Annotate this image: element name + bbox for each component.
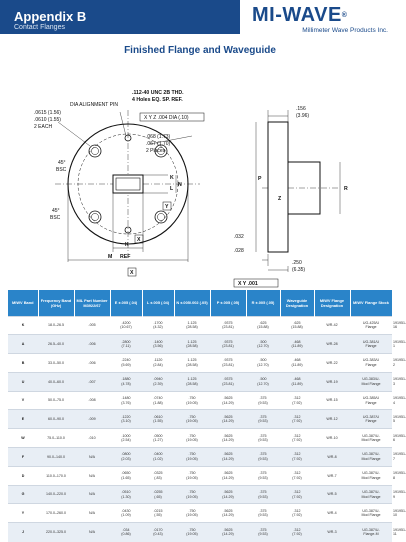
band-cell: J	[8, 523, 38, 542]
column-header: Frequency Band (GHz)	[38, 290, 74, 316]
label-z: Z	[278, 196, 282, 202]
table-cell: .1120 (2.84)	[142, 354, 174, 373]
table-cell: .5625 (14.29)	[210, 504, 246, 523]
table-cell: .312 (7.92)	[280, 391, 314, 410]
table-cell: .2240 (5.69)	[110, 354, 142, 373]
table-cell: .0940 (2.39)	[142, 372, 174, 391]
table-cell: N/A	[74, 504, 110, 523]
table-cell: .0800 (2.03)	[110, 448, 142, 467]
table-cell: -010	[74, 429, 110, 448]
brand-tagline: Millimeter Wave Products Inc.	[302, 27, 388, 34]
spec-table-container	[8, 290, 406, 542]
angle-bottom-bsc: BSC	[50, 215, 61, 221]
band-cell: B	[8, 354, 38, 373]
dim-028: .028	[234, 248, 244, 254]
table-cell: UG-385/U Flange	[350, 391, 392, 410]
table-cell: 60.0–90.0	[38, 410, 74, 429]
table-cell: .0170 (0.43)	[142, 523, 174, 542]
table-cell: .5625 (14.29)	[210, 523, 246, 542]
table-cell: .500 (12.70)	[246, 372, 280, 391]
table-cell: .375 (9.53)	[246, 523, 280, 542]
table-cell: 50.0–75.0	[38, 391, 74, 410]
table-row: A 26.5–40.0 -006 .2800 (7.11) .1400 (3.56) 1.125 (28.58) .9375 (23.81) .500 (12.70) .468 (11.89) WR-28 UG-381/U Flange 191951-1	[8, 335, 392, 354]
table-cell: .375 (9.53)	[246, 410, 280, 429]
band-cell: Y	[8, 504, 38, 523]
thread-callout-2: 4 Holes EQ. SP. REF.	[132, 97, 183, 103]
table-cell: .9375 (23.81)	[210, 354, 246, 373]
table-cell: 110.0–170.0	[38, 466, 74, 485]
table-cell: UG-383/U- Mod Flange	[350, 372, 392, 391]
table-cell: 1.125 (28.58)	[174, 335, 210, 354]
label-x-bottom: X	[130, 270, 134, 276]
table-cell: .5625 (14.29)	[210, 391, 246, 410]
hole-dim-1: .068 (1.73)	[146, 134, 171, 140]
table-cell: .312 (7.92)	[280, 523, 314, 542]
column-header: E ±.005 (.04)	[110, 290, 142, 316]
table-cell: .375 (9.53)	[246, 466, 280, 485]
dim-250-mm: (6.35)	[292, 267, 306, 273]
table-cell: .750 (19.05)	[174, 504, 210, 523]
column-header: MIWV Flange Designation	[314, 290, 350, 316]
table-cell: 1.125 (28.58)	[174, 372, 210, 391]
table-cell: .034 (0.86)	[110, 523, 142, 542]
table-cell: .1000 (2.54)	[110, 429, 142, 448]
band-cell: W	[8, 429, 38, 448]
table-row: K 18.0–26.5 -005 .4200 (10.67) .1700 (4.32) 1.125 (28.58) .9375 (23.81) .625 (15.88) .625 (15.88) WR-42 UG-425/U Flange 191951-16	[8, 316, 392, 335]
table-cell: WR-10	[314, 429, 350, 448]
table-cell: 1.125 (28.58)	[174, 316, 210, 335]
label-k-bottom: K	[125, 242, 129, 248]
table-cell: UG-387/U- Flange-M	[350, 523, 392, 542]
band-cell: V	[8, 391, 38, 410]
band-cell: E	[8, 410, 38, 429]
table-cell: .750 (19.05)	[174, 429, 210, 448]
column-header: MIWV Flange Stock	[350, 290, 392, 316]
table-cell: UG-381/U Flange	[350, 335, 392, 354]
registered-mark: ®	[341, 12, 348, 19]
table-cell: .625 (15.88)	[280, 316, 314, 335]
label-p: P	[258, 176, 262, 182]
hole-dim-2: .067 (1.70)	[146, 141, 171, 147]
table-body	[8, 316, 406, 542]
column-header: L ±.005 (.04)	[142, 290, 174, 316]
tolerance-frame: X Y Z .004 DIA (.10)	[144, 115, 189, 121]
table-cell: 18.0–26.5	[38, 316, 74, 335]
band-cell: A	[8, 335, 38, 354]
table-row: J 220.0–325.0 N/A .034 (0.86) .0170 (0.43) .750 (19.05) .5625 (14.29) .375 (9.53) .312 (7.92) WR-3 UG-387/U- Flange-M 191951-11	[8, 523, 392, 542]
table-cell: 33.0–50.0	[38, 354, 74, 373]
table-cell: .312 (7.92)	[280, 485, 314, 504]
table-cell: .375 (9.53)	[246, 391, 280, 410]
table-row: D 110.0–170.0 N/A .0650 (1.65) .0325 (.83) .750 (19.05) .5625 (14.29) .375 (9.53) .312 (7.92) WR-7 UG-387/U- Mod Flange 191951-8	[8, 466, 392, 485]
dim-250: .250	[292, 260, 302, 266]
table-cell: WR-19	[314, 372, 350, 391]
table-cell: .0500 (1.27)	[142, 429, 174, 448]
angle-bottom: 45°	[52, 208, 60, 214]
table-cell: .750 (19.05)	[174, 448, 210, 467]
page-title: Finished Flange and Waveguide	[124, 45, 276, 56]
column-header: MIL Part Number M3922/67	[74, 290, 110, 316]
side-dim-2: (3.96)	[296, 113, 310, 119]
table-cell: .0215 (.55)	[142, 504, 174, 523]
table-cell: 170.0–260.0	[38, 504, 74, 523]
thread-callout-1: .112-40 UNC 2B THD.	[132, 90, 184, 96]
table-cell: .0740 (1.88)	[142, 391, 174, 410]
table-cell: 26.5–40.0	[38, 335, 74, 354]
pin-dim-1: .0615 (1.56)	[34, 110, 61, 116]
table-cell: N/A	[74, 466, 110, 485]
table-cell: WR-8	[314, 448, 350, 467]
table-cell: .750 (19.05)	[174, 485, 210, 504]
table-cell: 75.0–110.0	[38, 429, 74, 448]
table-cell: UG-387/U- Mod Flange	[350, 448, 392, 467]
table-cell: .468 (11.89)	[280, 372, 314, 391]
table-cell: .468 (11.89)	[280, 335, 314, 354]
appendix-title: Appendix B	[14, 9, 87, 24]
table-cell: UG-383/U Flange	[350, 354, 392, 373]
flange-technical-drawing	[0, 80, 400, 290]
table-cell: 40.0–60.0	[38, 372, 74, 391]
table-cell: UG-387/U- Mod Flange	[350, 485, 392, 504]
band-cell: G	[8, 485, 38, 504]
brand-logo	[252, 5, 392, 34]
table-cell: N/A	[74, 523, 110, 542]
column-header: P ±.005 (.05)	[210, 290, 246, 316]
table-row: V 50.0–75.0 -008 .1480 (3.76) .0740 (1.88) .750 (19.05) .5625 (14.29) .375 (9.53) .312 (7.92) WR-15 UG-385/U Flange 191951-4	[8, 391, 392, 410]
table-cell: .500 (12.70)	[246, 354, 280, 373]
table-cell: WR-28	[314, 335, 350, 354]
pin-dim-2: .0610 (1.55)	[34, 117, 61, 123]
appendix-header-bar	[0, 0, 240, 34]
table-cell: .750 (19.05)	[174, 391, 210, 410]
table-cell: UG-387/U- Mod Flange	[350, 466, 392, 485]
table-cell: .750 (19.05)	[174, 410, 210, 429]
table-cell: UG-387/U- Mod Flange	[350, 429, 392, 448]
table-cell: .0610 (1.55)	[142, 410, 174, 429]
table-row: G 140.0–220.0 N/A .0510 (1.30) .0255 (.65) .750 (19.05) .5625 (14.29) .375 (9.53) .312 (7.92) WR-5 UG-387/U- Mod Flange 191951-9	[8, 485, 392, 504]
dim-032: .032	[234, 234, 244, 240]
table-row: U 40.0–60.0 -007 .1880 (4.78) .0940 (2.39) 1.125 (28.58) .9375 (23.81) .500 (12.70) .468 (11.89) WR-19 UG-383/U- Mod Flange 191951-3	[8, 372, 392, 391]
table-cell: .9375 (23.81)	[210, 316, 246, 335]
table-cell: .375 (9.53)	[246, 429, 280, 448]
table-cell: 220.0–325.0	[38, 523, 74, 542]
band-cell: D	[8, 466, 38, 485]
table-cell: 1.125 (28.58)	[174, 354, 210, 373]
label-l: L	[170, 186, 174, 192]
table-header-row	[8, 290, 392, 316]
table-cell: N/A	[74, 448, 110, 467]
brand-name-text: MI-WAVE	[252, 4, 342, 26]
table-cell: .312 (7.92)	[280, 410, 314, 429]
table-cell: .5625 (14.29)	[210, 448, 246, 467]
table-cell: .312 (7.92)	[280, 504, 314, 523]
spec-table	[8, 290, 406, 542]
bottom-tolerance-frame: X Y .001	[238, 281, 258, 287]
table-cell: .750 (19.05)	[174, 523, 210, 542]
table-cell: .5625 (14.29)	[210, 466, 246, 485]
align-pin-label: DIA ALIGNMENT PIN	[70, 102, 118, 108]
table-row: Y 170.0–260.0 N/A .0430 (1.09) .0215 (.55) .750 (19.05) .5625 (14.29) .375 (9.53) .312 (7.92) WR-4 UG-387/U- Mod Flange 191951-10	[8, 504, 392, 523]
table-cell: .9375 (23.81)	[210, 335, 246, 354]
column-header: R ±.005 (.05)	[246, 290, 280, 316]
appendix-subtitle: Contact Flanges	[14, 24, 65, 31]
table-cell: UG-387/U Flange	[350, 410, 392, 429]
table-cell: .375 (9.53)	[246, 448, 280, 467]
brand-name	[252, 5, 392, 26]
band-cell: U	[8, 372, 38, 391]
table-cell: .5625 (14.29)	[210, 429, 246, 448]
table-cell: .0255 (.65)	[142, 485, 174, 504]
table-cell: .1700 (4.32)	[142, 316, 174, 335]
band-cell: K	[8, 316, 38, 335]
table-cell: -009	[74, 410, 110, 429]
column-header: MIWV Band	[8, 290, 38, 316]
table-cell: .0430 (1.09)	[110, 504, 142, 523]
column-header: N ±.005/.002 (.05)	[174, 290, 210, 316]
table-row: W 75.0–110.0 -010 .1000 (2.54) .0500 (1.27) .750 (19.05) .5625 (14.29) .375 (9.53) .312 (7.92) WR-10 UG-387/U- Mod Flange 191951-6	[8, 429, 392, 448]
angle-top-bsc: BSC	[56, 167, 67, 173]
table-cell: .2800 (7.11)	[110, 335, 142, 354]
table-cell: WR-42	[314, 316, 350, 335]
table-row: B 33.0–50.0 -006 .2240 (5.69) .1120 (2.84) 1.125 (28.58) .9375 (23.81) .500 (12.70) .468 (11.89) WR-22 UG-383/U Flange 191951-2	[8, 354, 392, 373]
table-cell: .1220 (3.10)	[110, 410, 142, 429]
table-row: E 60.0–90.0 -009 .1220 (3.10) .0610 (1.55) .750 (19.05) .5625 (14.29) .375 (9.53) .312 (7.92) WR-12 UG-387/U Flange 191951-5	[8, 410, 392, 429]
table-cell: .468 (11.89)	[280, 354, 314, 373]
table-cell: WR-4	[314, 504, 350, 523]
table-cell: .625 (15.88)	[246, 316, 280, 335]
label-r: R	[344, 186, 348, 192]
table-cell: .0400 (1.02)	[142, 448, 174, 467]
table-cell: .312 (7.92)	[280, 448, 314, 467]
table-cell: .0650 (1.65)	[110, 466, 142, 485]
label-n: N	[178, 182, 182, 188]
pin-each: 2 EACH	[34, 124, 53, 130]
table-cell: .312 (7.92)	[280, 466, 314, 485]
table-cell: .5625 (14.29)	[210, 485, 246, 504]
label-m: M	[108, 254, 113, 260]
table-cell: .0325 (.83)	[142, 466, 174, 485]
flange-side-view	[256, 110, 340, 272]
table-cell: WR-12	[314, 410, 350, 429]
table-cell: WR-3	[314, 523, 350, 542]
table-cell: N/A	[74, 485, 110, 504]
table-cell: UG-387/U- Mod Flange	[350, 504, 392, 523]
table-cell: WR-15	[314, 391, 350, 410]
label-ref: REF	[120, 254, 131, 260]
table-cell: .1400 (3.56)	[142, 335, 174, 354]
table-cell: .500 (12.70)	[246, 335, 280, 354]
table-cell: UG-425/U Flange	[350, 316, 392, 335]
table-row: F 90.0–140.0 N/A .0800 (2.03) .0400 (1.02) .750 (19.05) .5625 (14.29) .375 (9.53) .312 (7.92) WR-8 UG-387/U- Mod Flange 191951-7	[8, 448, 392, 467]
table-cell: WR-22	[314, 354, 350, 373]
table-cell: .750 (19.05)	[174, 466, 210, 485]
table-cell: .0510 (1.30)	[110, 485, 142, 504]
table-cell: WR-7	[314, 466, 350, 485]
table-cell: .375 (9.53)	[246, 504, 280, 523]
table-cell: -006	[74, 354, 110, 373]
column-header: Waveguide Designation	[280, 290, 314, 316]
table-cell: .9375 (23.81)	[210, 372, 246, 391]
label-x-frame: X	[137, 237, 141, 243]
table-cell: .312 (7.92)	[280, 429, 314, 448]
label-y: Y	[165, 204, 169, 210]
band-cell: F	[8, 448, 38, 467]
table-cell: .375 (9.53)	[246, 485, 280, 504]
table-cell: .4200 (10.67)	[110, 316, 142, 335]
table-cell: -007	[74, 372, 110, 391]
table-cell: 90.0–140.0	[38, 448, 74, 467]
hole-count: 2 Places	[146, 148, 166, 154]
label-k-right: K	[170, 175, 174, 181]
table-cell: -005	[74, 316, 110, 335]
side-dim-1: .156	[296, 106, 306, 112]
table-cell: 140.0–220.0	[38, 485, 74, 504]
table-cell: .5625 (14.29)	[210, 410, 246, 429]
table-cell: -006	[74, 335, 110, 354]
table-cell: .1480 (3.76)	[110, 391, 142, 410]
angle-top: 45°	[58, 160, 66, 166]
table-cell: -008	[74, 391, 110, 410]
table-cell: .1880 (4.78)	[110, 372, 142, 391]
table-cell: WR-5	[314, 485, 350, 504]
